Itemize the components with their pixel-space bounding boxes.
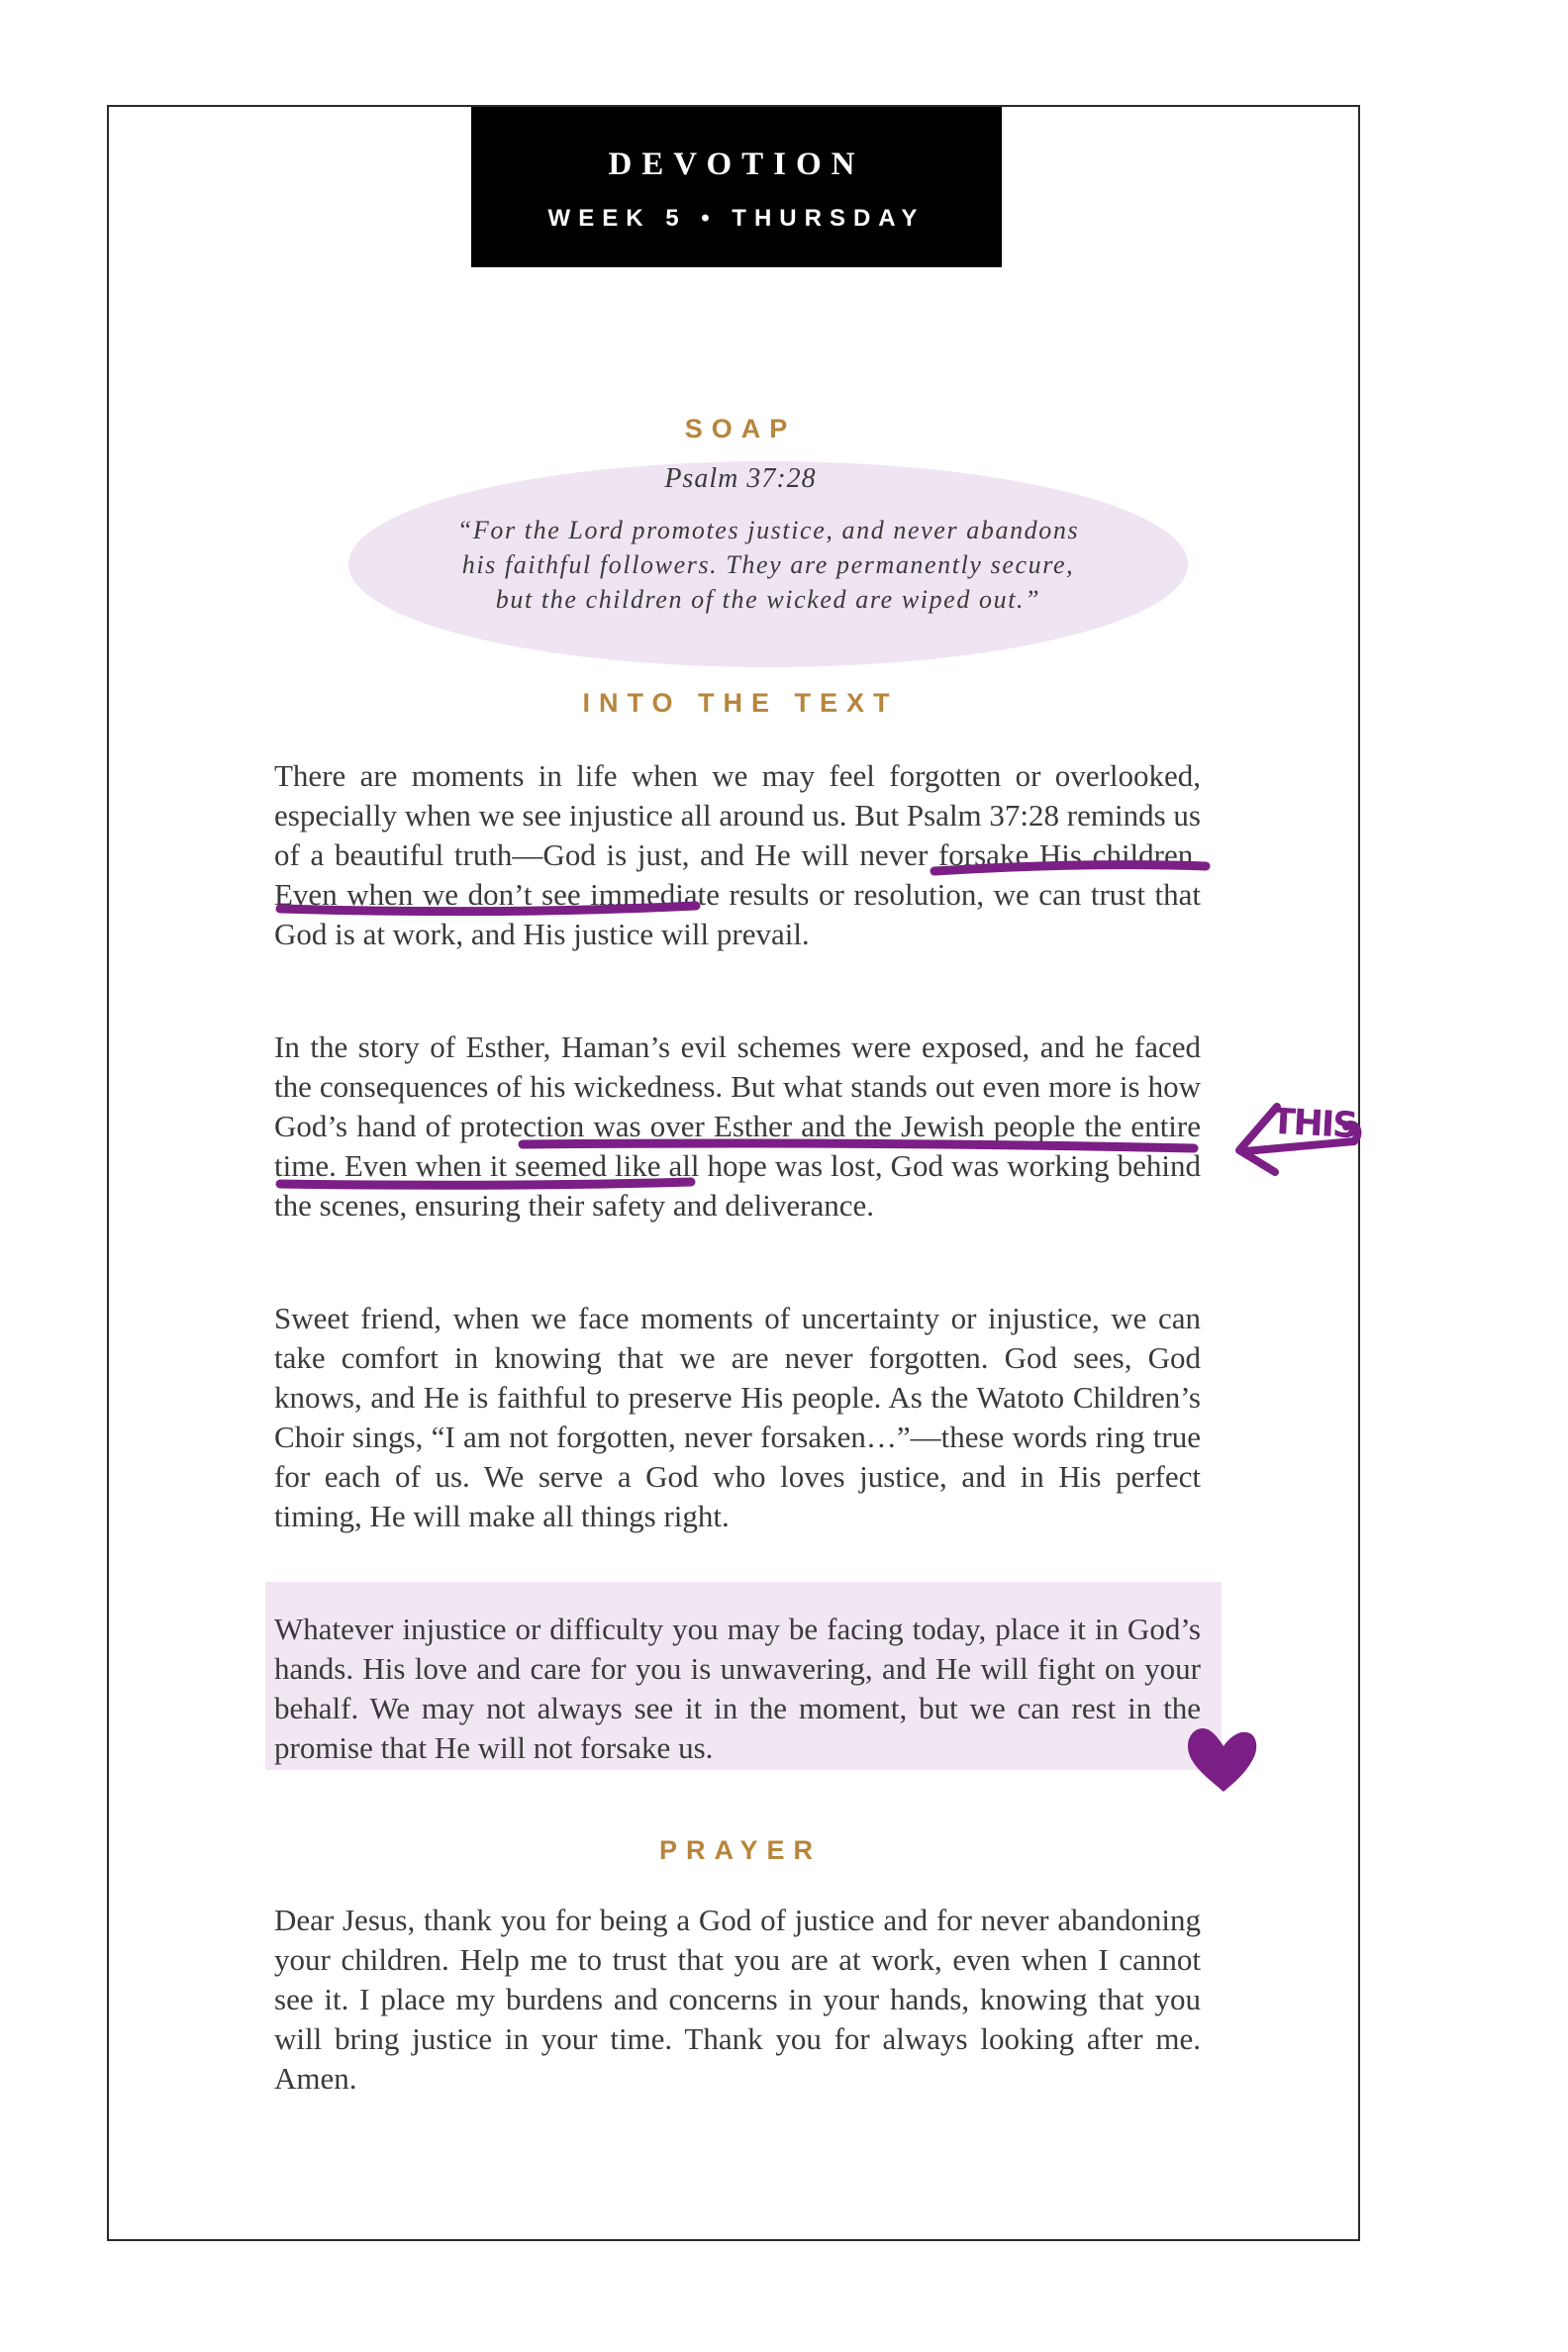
body-paragraph-1: There are moments in life when we may feel forgotten or overlooked, especially when we see injustice all around us. But Psalm 37:28 reminds us of a beautiful truth—God is just, and He will never forsake His children. Even when we don’t see immediate results or resolution, we can trust that God is at work, and His justice will prevail. [274,758,1201,951]
header-title: DEVOTION [608,147,865,182]
header-banner [471,107,1002,267]
body-paragraph-4-highlighted: Whatever injustice or difficulty you may be facing today, place it in God’s hands. His love and care for you is unwavering, and He will fight on your behalf. We may not always see it in the moment, but we can rest in the promise that He will not forsake us. [274,1612,1201,1765]
into-the-text-heading: INTO THE TEXT [582,688,899,718]
verse-line: his faithful followers. They are permanently secure, [461,550,1075,579]
handwritten-note: THIS [1270,1101,1358,1147]
verse-line: but the children of the wicked are wiped out.” [495,585,1041,614]
prayer-heading: PRAYER [658,1835,823,1865]
header-subtitle: WEEK 5 • THURSDAY [547,205,926,232]
body-paragraph-2: In the story of Esther, Haman’s evil schemes were exposed, and he faced the consequences of his wickedness. But what stands out even more is how God’s hand of protection was over Esther and the Jewish people the entire time. Even when it seemed like all hope was lost, God was working behind the scenes, ensuring their safety and deliverance. [274,1029,1201,1223]
prayer-text: Dear Jesus, thank you for being a God of justice and for never abandoning your children. Help me to trust that you are at work, even when I cannot see it. I place my burdens and concerns in your hands, knowing that you will bring justice in your time. Thank you for always looking after me. Amen. [274,1903,1201,2096]
verse-line: “For the Lord promotes justice, and never abandons [456,516,1080,544]
scripture-reference: Psalm 37:28 [664,463,817,494]
scripture-verse [348,513,1188,617]
soap-heading: SOAP [684,414,797,443]
body-paragraph-3: Sweet friend, when we face moments of uncertainty or injustice, we can take comfort in knowing that we are never forgotten. God sees, God knows, and He is faithful to preserve His people. As the Watoto Children’s Choir sings, “I am not forgotten, never forsaken…”—these words ring true for each of us. We serve a God who loves justice, and in His perfect timing, He will make all things right. [274,1301,1201,1533]
